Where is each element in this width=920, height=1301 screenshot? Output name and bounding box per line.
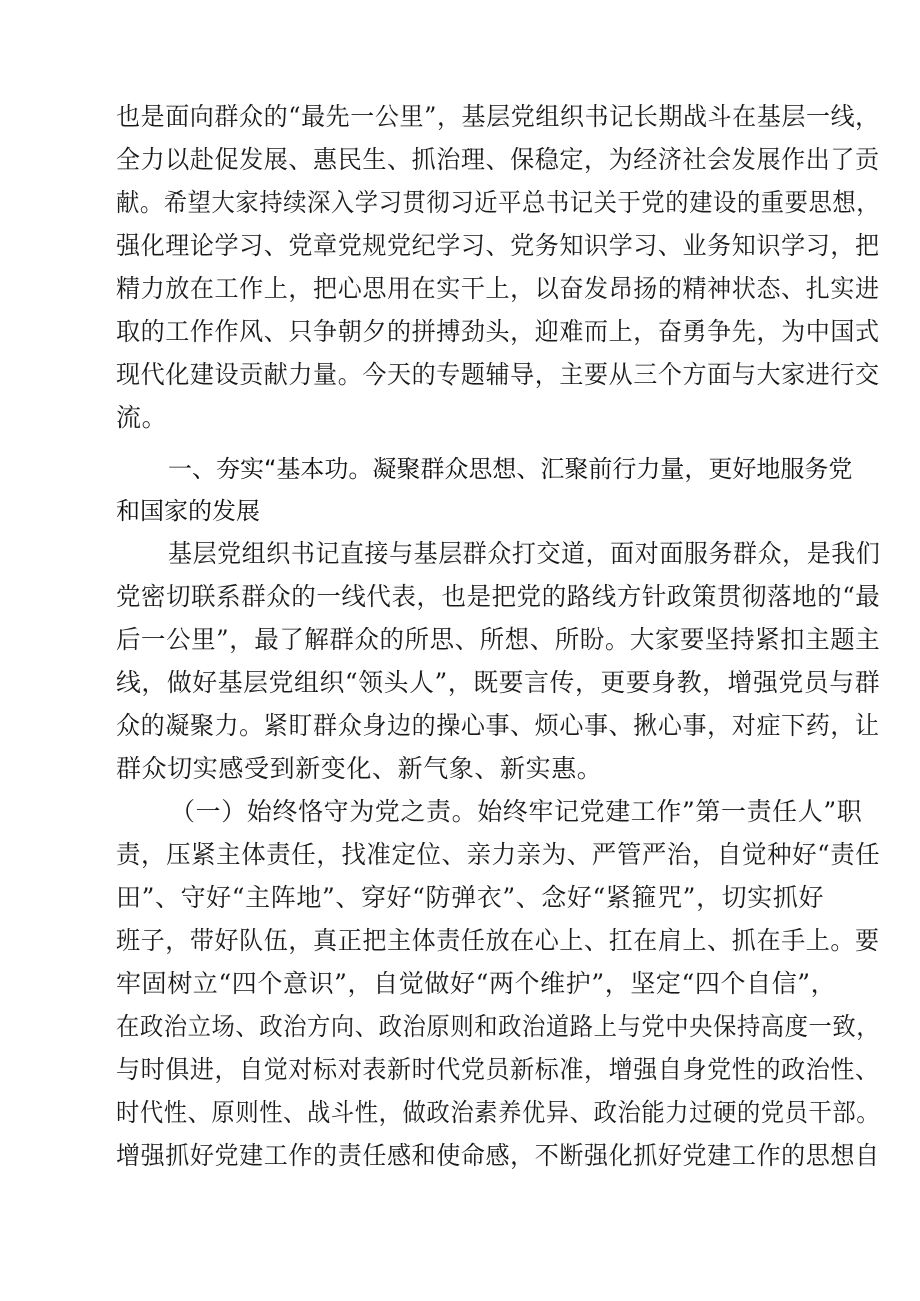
subsection-first-line: （一）始终恪守为党之责。始终牢记党建工作”第一责任人”职: [170, 797, 863, 826]
body-line: 强化理论学习、党章党规党纪学习、党务知识学习、业务知识学习，把: [116, 231, 880, 260]
body-line: 党密切联系群众的一线代表，也是把党的路线方针政策贯彻落地的“最: [116, 582, 881, 611]
body-line: 群众切实感受到新变化、新气象、新实惠。: [116, 754, 603, 783]
body-line: 班子，带好队伍，真正把主体责任放在心上、扛在肩上、抓在手上。要: [116, 926, 880, 955]
body-line: 后一公里”，最了解群众的所思、所想、所盼。大家要坚持紧扣主题主: [116, 625, 881, 654]
body-line: 取的工作作风、只争朝夕的拼搏劲头，迎难而上，奋勇争先，为中国式: [116, 317, 880, 346]
body-line: 田”、守好“主阵地”、穿好“防弹衣”、念好“紧箍咒”，切实抓好: [116, 883, 825, 912]
body-line: 与时俱进，自觉对标对表新时代党员新标准，增强自身党性的政治性、: [116, 1055, 880, 1084]
body-line: 现代化建设贡献力量。今天的专题辅导，主要从三个方面与大家进行交: [116, 360, 880, 389]
body-line: 全力以赴促发展、惠民生、抓治理、保稳定，为经济社会发展作出了贡: [116, 145, 880, 174]
body-line: 线，做好基层党组织“领头人”，既要言传，更要身教，增强党员与群: [116, 668, 881, 697]
body-line: 众的凝聚力。紧盯群众身边的操心事、烦心事、揪心事，对症下药，让: [116, 711, 880, 740]
body-line: 增强抓好党建工作的责任感和使命感，不断强化抓好党建工作的思想自: [116, 1141, 880, 1170]
body-line: 流。: [116, 403, 168, 432]
body-line: 牢固树立“四个意识”，自觉做好“两个维护”，坚定“四个自信”，: [116, 969, 837, 998]
paragraph-first-line: 基层党组织书记直接与基层群众打交道，面对面服务群众，是我们: [168, 539, 881, 568]
body-line: 也是面向群众的“最先一公里”，基层党组织书记长期战斗在基层一线，: [116, 102, 880, 131]
section-heading: 一、夯实“基本功。凝聚群众思想、汇聚前行力量，更好地服务党: [168, 455, 853, 483]
section-heading-continued: 和国家的发展: [116, 497, 260, 525]
body-line: 责，压紧主体责任，找准定位、亲力亲为、严管严治，自觉种好“责任: [116, 840, 881, 869]
body-line: 在政治立场、政治方向、政治原则和政治道路上与党中央保持高度一致，: [116, 1012, 881, 1041]
body-line: 时代性、原则性、战斗性，做政治素养优异、政治能力过硬的党员干部。: [116, 1098, 881, 1127]
body-line: 精力放在工作上，把心思用在实干上，以奋发昂扬的精神状态、扎实进: [116, 274, 880, 303]
body-line: 献。希望大家持续深入学习贯彻习近平总书记关于党的建设的重要思想，: [116, 188, 881, 217]
